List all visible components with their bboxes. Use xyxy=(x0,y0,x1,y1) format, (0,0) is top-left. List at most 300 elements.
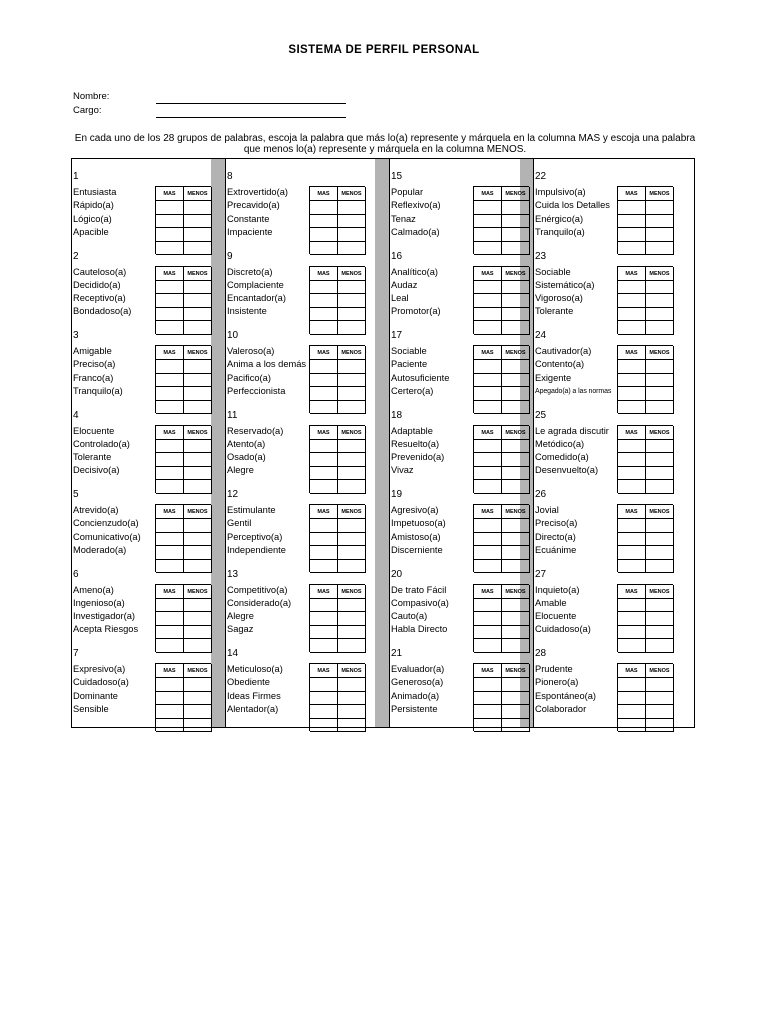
menos-header: MENOS xyxy=(646,664,674,678)
word-option: Preciso(a) xyxy=(73,359,116,370)
mas-checkbox[interactable] xyxy=(618,294,646,308)
mas-checkbox[interactable] xyxy=(618,281,646,295)
word-group xyxy=(225,490,366,566)
mas-checkbox[interactable] xyxy=(474,705,502,719)
mas-checkbox[interactable] xyxy=(310,626,338,640)
word-option: Le agrada discutir xyxy=(535,425,609,436)
menos-checkbox[interactable] xyxy=(646,387,674,401)
menos-checkbox[interactable] xyxy=(646,453,674,467)
menos-checkbox[interactable] xyxy=(338,519,366,533)
menos-checkbox[interactable] xyxy=(338,719,366,733)
mas-checkbox[interactable] xyxy=(618,626,646,640)
mas-checkbox[interactable] xyxy=(156,294,184,308)
menos-checkbox[interactable] xyxy=(184,281,212,295)
mark-grid xyxy=(155,504,211,572)
menos-checkbox[interactable] xyxy=(184,599,212,613)
menos-checkbox[interactable] xyxy=(184,453,212,467)
mas-header: MAS xyxy=(156,187,184,201)
word-option: De trato Fácil xyxy=(391,584,447,595)
word-group xyxy=(389,570,530,646)
mas-checkbox[interactable] xyxy=(474,387,502,401)
word-option: Decisivo(a) xyxy=(73,465,120,476)
mas-checkbox[interactable] xyxy=(474,599,502,613)
menos-checkbox[interactable] xyxy=(338,678,366,692)
menos-checkbox[interactable] xyxy=(338,228,366,242)
mas-checkbox[interactable] xyxy=(156,374,184,388)
menos-checkbox[interactable] xyxy=(184,215,212,229)
word-option: Certero(a) xyxy=(391,385,434,396)
word-option: Promotor(a) xyxy=(391,306,441,317)
word-option: Preciso(a) xyxy=(535,518,578,529)
word-option: Meticuloso(a) xyxy=(227,664,283,674)
mas-checkbox[interactable] xyxy=(474,546,502,560)
word-option: Rápido(a) xyxy=(73,200,114,211)
menos-checkbox[interactable] xyxy=(502,705,530,719)
word-option: Cuidadoso(a) xyxy=(73,677,129,688)
mas-header: MAS xyxy=(156,505,184,519)
mas-checkbox[interactable] xyxy=(474,294,502,308)
word-group xyxy=(71,331,212,407)
word-group xyxy=(71,649,212,725)
mas-checkbox[interactable] xyxy=(474,467,502,481)
group-number: 2 xyxy=(73,250,79,262)
mas-checkbox[interactable] xyxy=(156,387,184,401)
mas-checkbox[interactable] xyxy=(618,360,646,374)
mark-grid xyxy=(309,425,365,493)
mas-checkbox[interactable] xyxy=(310,719,338,733)
menos-checkbox[interactable] xyxy=(502,519,530,533)
menos-checkbox[interactable] xyxy=(184,201,212,215)
mas-checkbox[interactable] xyxy=(310,387,338,401)
mark-grid xyxy=(473,584,529,652)
menos-checkbox[interactable] xyxy=(184,360,212,374)
mas-checkbox[interactable] xyxy=(618,719,646,733)
word-group xyxy=(225,252,366,328)
mark-grid xyxy=(309,584,365,652)
mas-checkbox[interactable] xyxy=(474,692,502,706)
page-title: SISTEMA DE PERFIL PERSONAL xyxy=(288,44,480,56)
word-group xyxy=(225,172,366,248)
menos-checkbox[interactable] xyxy=(502,546,530,560)
mas-checkbox[interactable] xyxy=(618,519,646,533)
mas-checkbox[interactable] xyxy=(310,228,338,242)
mas-checkbox[interactable] xyxy=(618,533,646,547)
mark-grid xyxy=(473,663,529,731)
word-list xyxy=(391,504,446,557)
menos-header: MENOS xyxy=(184,267,212,281)
word-list xyxy=(391,584,449,637)
menos-checkbox[interactable] xyxy=(502,374,530,388)
menos-checkbox[interactable] xyxy=(502,201,530,215)
mas-header: MAS xyxy=(310,426,338,440)
mas-checkbox[interactable] xyxy=(156,228,184,242)
mas-checkbox[interactable] xyxy=(474,719,502,733)
menos-checkbox[interactable] xyxy=(184,294,212,308)
mas-checkbox[interactable] xyxy=(310,440,338,454)
menos-checkbox[interactable] xyxy=(184,387,212,401)
mas-checkbox[interactable] xyxy=(156,360,184,374)
group-number: 18 xyxy=(391,409,403,421)
word-option: Insistente xyxy=(227,306,267,317)
group-number: 7 xyxy=(73,648,79,659)
mark-grid xyxy=(309,266,365,334)
mas-checkbox[interactable] xyxy=(618,453,646,467)
menos-checkbox[interactable] xyxy=(338,533,366,547)
menos-checkbox[interactable] xyxy=(502,215,530,229)
menos-checkbox[interactable] xyxy=(502,294,530,308)
mas-checkbox[interactable] xyxy=(618,612,646,626)
word-option: Animado(a) xyxy=(391,690,440,701)
word-option: Cautivador(a) xyxy=(535,346,592,356)
word-option: Pacifico(a) xyxy=(227,372,271,383)
mas-checkbox[interactable] xyxy=(310,546,338,560)
group-number: 8 xyxy=(227,171,233,182)
mas-header: MAS xyxy=(618,346,646,360)
mas-header: MAS xyxy=(156,585,184,599)
menos-checkbox[interactable] xyxy=(646,281,674,295)
mas-checkbox[interactable] xyxy=(618,546,646,560)
mas-header: MAS xyxy=(618,505,646,519)
menos-checkbox[interactable] xyxy=(502,360,530,374)
menos-checkbox[interactable] xyxy=(502,626,530,640)
menos-header: MENOS xyxy=(502,346,530,360)
word-option: Impulsivo(a) xyxy=(535,187,586,197)
mas-checkbox[interactable] xyxy=(310,215,338,229)
menos-checkbox[interactable] xyxy=(646,692,674,706)
word-group xyxy=(71,570,212,646)
mas-checkbox[interactable] xyxy=(310,599,338,613)
nombre-line[interactable] xyxy=(156,103,346,104)
word-list xyxy=(535,584,591,637)
menos-checkbox[interactable] xyxy=(646,599,674,613)
word-option: Considerado(a) xyxy=(227,597,292,608)
menos-checkbox[interactable] xyxy=(184,705,212,719)
mas-checkbox[interactable] xyxy=(618,374,646,388)
mas-checkbox[interactable] xyxy=(156,281,184,295)
mas-checkbox[interactable] xyxy=(474,626,502,640)
menos-checkbox[interactable] xyxy=(646,215,674,229)
menos-checkbox[interactable] xyxy=(646,308,674,322)
mas-header: MAS xyxy=(618,585,646,599)
menos-header: MENOS xyxy=(338,585,366,599)
menos-checkbox[interactable] xyxy=(646,533,674,547)
word-list xyxy=(227,425,283,478)
mas-checkbox[interactable] xyxy=(474,228,502,242)
word-option: Audaz xyxy=(391,279,418,290)
word-option: Dominante xyxy=(73,690,118,701)
menos-checkbox[interactable] xyxy=(646,294,674,308)
mas-checkbox[interactable] xyxy=(310,308,338,322)
mas-checkbox[interactable] xyxy=(156,440,184,454)
word-option: Bondadoso(a) xyxy=(73,306,132,317)
group-number: 19 xyxy=(391,489,403,500)
menos-checkbox[interactable] xyxy=(338,705,366,719)
menos-checkbox[interactable] xyxy=(502,692,530,706)
group-number: 16 xyxy=(391,250,403,262)
mas-checkbox[interactable] xyxy=(156,533,184,547)
mas-checkbox[interactable] xyxy=(474,678,502,692)
mark-grid xyxy=(473,186,529,254)
mas-checkbox[interactable] xyxy=(310,519,338,533)
mas-checkbox[interactable] xyxy=(310,374,338,388)
word-group xyxy=(389,411,530,487)
group-number: 25 xyxy=(535,409,547,421)
menos-checkbox[interactable] xyxy=(646,705,674,719)
mas-checkbox[interactable] xyxy=(310,294,338,308)
mas-checkbox[interactable] xyxy=(618,440,646,454)
menos-checkbox[interactable] xyxy=(646,467,674,481)
word-option: Sistemático(a) xyxy=(535,279,595,290)
menos-checkbox[interactable] xyxy=(338,546,366,560)
mas-header: MAS xyxy=(310,267,338,281)
mas-checkbox[interactable] xyxy=(156,467,184,481)
mas-checkbox[interactable] xyxy=(156,612,184,626)
mas-header: MAS xyxy=(156,664,184,678)
mark-grid xyxy=(617,266,673,334)
group-number: 27 xyxy=(535,568,547,580)
menos-checkbox[interactable] xyxy=(338,360,366,374)
menos-checkbox[interactable] xyxy=(184,626,212,640)
mas-checkbox[interactable] xyxy=(618,705,646,719)
word-list xyxy=(73,663,129,716)
word-group xyxy=(533,649,674,725)
mas-checkbox[interactable] xyxy=(156,719,184,733)
word-option: Constante xyxy=(227,213,270,224)
word-option: Alegre xyxy=(227,465,254,476)
menos-header: MENOS xyxy=(338,664,366,678)
menos-checkbox[interactable] xyxy=(338,692,366,706)
mas-checkbox[interactable] xyxy=(618,467,646,481)
mas-checkbox[interactable] xyxy=(474,201,502,215)
menos-checkbox[interactable] xyxy=(502,453,530,467)
mas-header: MAS xyxy=(310,585,338,599)
menos-checkbox[interactable] xyxy=(338,440,366,454)
word-option: Enérgico(a) xyxy=(535,213,584,224)
word-group xyxy=(533,490,674,566)
group-number: 5 xyxy=(73,489,79,500)
menos-checkbox[interactable] xyxy=(338,467,366,481)
mas-checkbox[interactable] xyxy=(310,612,338,626)
word-option: Compasivo(a) xyxy=(391,597,449,608)
menos-checkbox[interactable] xyxy=(646,546,674,560)
mas-checkbox[interactable] xyxy=(156,599,184,613)
word-option: Analítico(a) xyxy=(391,266,439,277)
mas-checkbox[interactable] xyxy=(310,705,338,719)
menos-checkbox[interactable] xyxy=(502,612,530,626)
mas-checkbox[interactable] xyxy=(474,612,502,626)
word-group xyxy=(71,490,212,566)
word-option: Agresivo(a) xyxy=(391,505,439,515)
menos-checkbox[interactable] xyxy=(646,719,674,733)
menos-checkbox[interactable] xyxy=(646,201,674,215)
word-list xyxy=(391,266,441,319)
group-number: 13 xyxy=(227,568,239,580)
mark-grid xyxy=(309,504,365,572)
menos-checkbox[interactable] xyxy=(502,228,530,242)
mas-checkbox[interactable] xyxy=(156,705,184,719)
mas-checkbox[interactable] xyxy=(310,692,338,706)
mark-grid xyxy=(617,186,673,254)
cargo-line[interactable] xyxy=(156,117,346,118)
nombre-label: Nombre: xyxy=(73,91,110,102)
word-option: Autosuficiente xyxy=(391,372,450,383)
mas-checkbox[interactable] xyxy=(618,599,646,613)
menos-header: MENOS xyxy=(184,426,212,440)
menos-header: MENOS xyxy=(184,585,212,599)
menos-checkbox[interactable] xyxy=(184,308,212,322)
mas-checkbox[interactable] xyxy=(474,533,502,547)
menos-checkbox[interactable] xyxy=(646,374,674,388)
menos-checkbox[interactable] xyxy=(338,308,366,322)
word-list xyxy=(73,504,141,557)
mas-checkbox[interactable] xyxy=(156,678,184,692)
word-option: Sagaz xyxy=(227,624,254,635)
mas-checkbox[interactable] xyxy=(310,201,338,215)
menos-checkbox[interactable] xyxy=(184,374,212,388)
word-list xyxy=(227,584,291,637)
menos-header: MENOS xyxy=(502,187,530,201)
mas-checkbox[interactable] xyxy=(156,692,184,706)
mas-checkbox[interactable] xyxy=(310,453,338,467)
mas-header: MAS xyxy=(618,426,646,440)
mas-checkbox[interactable] xyxy=(156,626,184,640)
word-option: Prudente xyxy=(535,664,573,674)
menos-checkbox[interactable] xyxy=(184,228,212,242)
menos-header: MENOS xyxy=(502,426,530,440)
menos-header: MENOS xyxy=(338,426,366,440)
mas-header: MAS xyxy=(310,187,338,201)
menos-checkbox[interactable] xyxy=(338,387,366,401)
word-option: Osado(a) xyxy=(227,452,266,463)
menos-checkbox[interactable] xyxy=(338,201,366,215)
group-number: 3 xyxy=(73,330,79,341)
mas-checkbox[interactable] xyxy=(310,281,338,295)
menos-header: MENOS xyxy=(184,664,212,678)
menos-header: MENOS xyxy=(502,267,530,281)
mas-checkbox[interactable] xyxy=(156,519,184,533)
mas-checkbox[interactable] xyxy=(156,308,184,322)
menos-checkbox[interactable] xyxy=(502,533,530,547)
word-group xyxy=(533,172,674,248)
menos-checkbox[interactable] xyxy=(502,440,530,454)
menos-checkbox[interactable] xyxy=(646,519,674,533)
word-option: Impaciente xyxy=(227,226,273,237)
mas-checkbox[interactable] xyxy=(310,360,338,374)
mas-checkbox[interactable] xyxy=(310,678,338,692)
menos-checkbox[interactable] xyxy=(502,599,530,613)
menos-checkbox[interactable] xyxy=(646,612,674,626)
menos-checkbox[interactable] xyxy=(646,440,674,454)
menos-checkbox[interactable] xyxy=(338,599,366,613)
word-option: Franco(a) xyxy=(73,372,114,383)
menos-checkbox[interactable] xyxy=(502,308,530,322)
mas-checkbox[interactable] xyxy=(156,453,184,467)
mas-checkbox[interactable] xyxy=(618,678,646,692)
mas-checkbox[interactable] xyxy=(618,692,646,706)
menos-checkbox[interactable] xyxy=(646,228,674,242)
mas-checkbox[interactable] xyxy=(474,308,502,322)
mas-header: MAS xyxy=(618,187,646,201)
mas-checkbox[interactable] xyxy=(474,281,502,295)
word-option: Competitivo(a) xyxy=(227,584,288,595)
word-option: Resuelto(a) xyxy=(391,438,440,449)
mas-checkbox[interactable] xyxy=(156,201,184,215)
menos-checkbox[interactable] xyxy=(502,387,530,401)
word-option: Complaciente xyxy=(227,279,284,290)
menos-checkbox[interactable] xyxy=(184,533,212,547)
mark-grid xyxy=(617,425,673,493)
mas-checkbox[interactable] xyxy=(474,440,502,454)
group-number: 15 xyxy=(391,171,403,182)
menos-checkbox[interactable] xyxy=(502,719,530,733)
word-option: Amistoso(a) xyxy=(391,531,441,542)
menos-checkbox[interactable] xyxy=(184,519,212,533)
menos-checkbox[interactable] xyxy=(338,294,366,308)
menos-checkbox[interactable] xyxy=(338,626,366,640)
mas-checkbox[interactable] xyxy=(618,228,646,242)
menos-checkbox[interactable] xyxy=(184,719,212,733)
word-list xyxy=(391,345,449,398)
mas-checkbox[interactable] xyxy=(618,215,646,229)
word-option: Encantador(a) xyxy=(227,293,286,304)
word-option: Discreto(a) xyxy=(227,266,273,277)
menos-checkbox[interactable] xyxy=(184,440,212,454)
menos-checkbox[interactable] xyxy=(184,546,212,560)
menos-checkbox[interactable] xyxy=(338,215,366,229)
word-option: Perfeccionista xyxy=(227,385,286,396)
menos-checkbox[interactable] xyxy=(184,692,212,706)
word-option: Amigable xyxy=(73,346,112,356)
menos-checkbox[interactable] xyxy=(502,281,530,295)
mas-checkbox[interactable] xyxy=(474,374,502,388)
mas-checkbox[interactable] xyxy=(618,308,646,322)
menos-checkbox[interactable] xyxy=(184,467,212,481)
mas-checkbox[interactable] xyxy=(474,360,502,374)
group-number: 11 xyxy=(227,409,238,421)
menos-checkbox[interactable] xyxy=(646,360,674,374)
mas-checkbox[interactable] xyxy=(474,215,502,229)
word-group xyxy=(225,649,366,725)
menos-checkbox[interactable] xyxy=(338,374,366,388)
group-number: 21 xyxy=(391,648,403,659)
word-option: Impetuoso(a) xyxy=(391,518,446,529)
mas-checkbox[interactable] xyxy=(310,467,338,481)
mas-checkbox[interactable] xyxy=(474,453,502,467)
mas-checkbox[interactable] xyxy=(156,546,184,560)
word-option: Expresivo(a) xyxy=(73,664,126,674)
menos-checkbox[interactable] xyxy=(184,612,212,626)
menos-checkbox[interactable] xyxy=(338,612,366,626)
word-option: Inquieto(a) xyxy=(535,584,580,595)
mas-checkbox[interactable] xyxy=(618,201,646,215)
mas-checkbox[interactable] xyxy=(474,519,502,533)
menos-checkbox[interactable] xyxy=(502,467,530,481)
menos-checkbox[interactable] xyxy=(502,678,530,692)
word-group xyxy=(533,252,674,328)
menos-checkbox[interactable] xyxy=(646,678,674,692)
word-option: Entusiasta xyxy=(73,187,117,197)
menos-checkbox[interactable] xyxy=(338,281,366,295)
mas-checkbox[interactable] xyxy=(310,533,338,547)
mas-checkbox[interactable] xyxy=(618,387,646,401)
menos-checkbox[interactable] xyxy=(184,678,212,692)
word-option: Atento(a) xyxy=(227,438,266,449)
menos-header: MENOS xyxy=(502,585,530,599)
menos-checkbox[interactable] xyxy=(646,626,674,640)
menos-checkbox[interactable] xyxy=(338,453,366,467)
mas-checkbox[interactable] xyxy=(156,215,184,229)
mark-grid xyxy=(309,663,365,731)
